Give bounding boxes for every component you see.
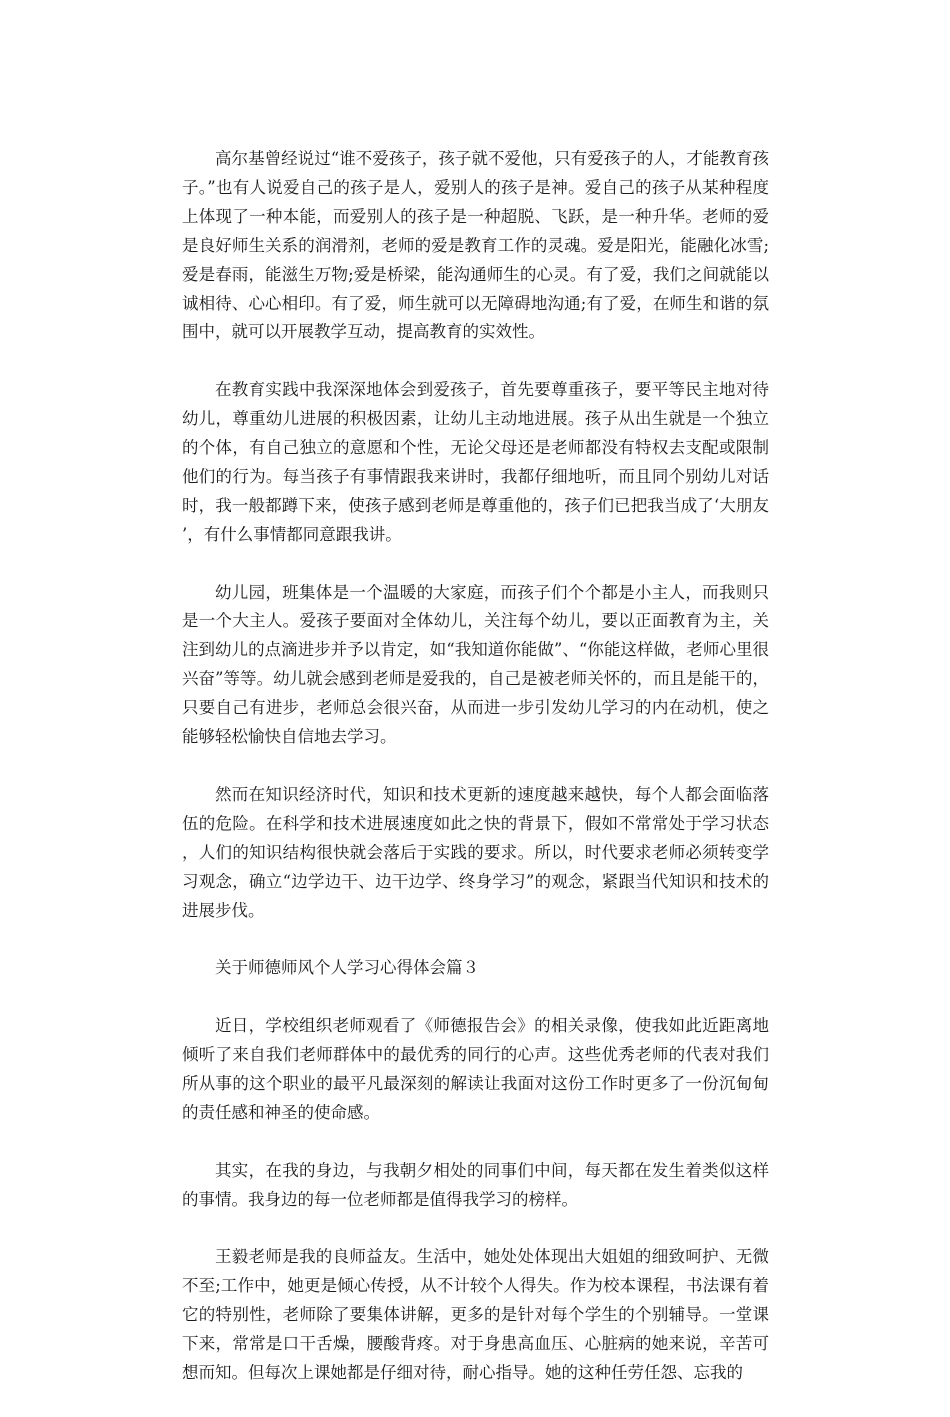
paragraph: 在教育实践中我深深地体会到爱孩子，首先要尊重孩子，要平等民主地对待幼儿，尊重幼儿进展的积极因素，让幼儿主动地进展。孩子从出生就是一个独立的个体，有自己独立的意愿和个性，无论父母还是老师都没有特权去支配或限制他们的行为。每当孩子有事情跟我来讲时，我都仔细地听，而且同个别幼儿对话时，我一般都蹲下来，使孩子感到老师是尊重他的，孩子们已把我当成了‘大朋友’，有什么事情都同意跟我讲。: [182, 380, 769, 544]
paragraph: 近日，学校组织老师观看了《师德报告会》的相关录像，使我如此近距离地倾听了来自我们老师群体中的最优秀的同行的心声。这些优秀老师的代表对我们所从事的这个职业的最平凡最深刻的解读让我面对这份工作时更多了一份沉甸甸的责任感和神圣的使命感。: [182, 1016, 769, 1122]
paragraph: 王毅老师是我的良师益友。生活中，她处处体现出大姐姐的细致呵护、无微不至;工作中，她更是倾心传授，从不计较个人得失。作为校本课程，书法课有着它的特别性，老师除了要集体讲解，更多的是针对每个学生的个别辅导。一堂课下来，常常是口干舌燥，腰酸背疼。对于身患高血压、心脏病的她来说，辛苦可想而知。但每次上课她都是仔细对待，耐心指导。她的这种任劳任怨、忘我的: [182, 1247, 769, 1382]
paragraph: 然而在知识经济时代，知识和技术更新的速度越来越快，每个人都会面临落伍的危险。在科学和技术进展速度如此之快的背景下，假如不常常处于学习状态，人们的知识结构很快就会落后于实践的要求。所以，时代要求老师必须转变学习观念，确立“边学边干、边干边学、终身学习”的观念，紧跟当代知识和技术的进展步伐。: [182, 784, 769, 920]
paragraph: 高尔基曾经说过“谁不爱孩子，孩子就不爱他，只有爱孩子的人，才能教育孩子。”也有人说爱自己的孩子是人，爱别人的孩子是神。爱自己的孩子从某种程度上体现了一种本能，而爱别人的孩子是一种超脱、飞跃，是一种升华。老师的爱是良好师生关系的润滑剂，老师的爱是教育工作的灵魂。爱是阳光，能融化冰雪;爱是春雨，能滋生万物;爱是桥梁，能沟通师生的心灵。有了爱，我们之间就能以诚相待、心心相印。有了爱，师生就可以无障碍地沟通;有了爱，在师生和谐的氛围中，就可以开展教学互动，提高教育的实效性。: [182, 149, 769, 342]
paragraph: 幼儿园，班集体是一个温暖的大家庭，而孩子们个个都是小主人，而我则只是一个大主人。爱孩子要面对全体幼儿，关注每个幼儿，要以正面教育为主，关注到幼儿的点滴进步并予以肯定，如“我知道你能做”、“你能这样做，老师心里很兴奋”等等。幼儿就会感到老师是爱我的，自己是被老师关怀的，而且是能干的，只要自己有进步，老师总会很兴奋，从而进一步引发幼儿学习的内在动机，使之能够轻松愉快自信地去学习。: [182, 582, 769, 747]
section-heading: 关于师德师风个人学习心得体会篇３: [215, 958, 479, 978]
document-body: [182, 145, 769, 1417]
paragraph: 其实，在我的身边，与我朝夕相处的同事们中间，每天都在发生着类似这样的事情。我身边的每一位老师都是值得我学习的榜样。: [182, 1160, 769, 1209]
